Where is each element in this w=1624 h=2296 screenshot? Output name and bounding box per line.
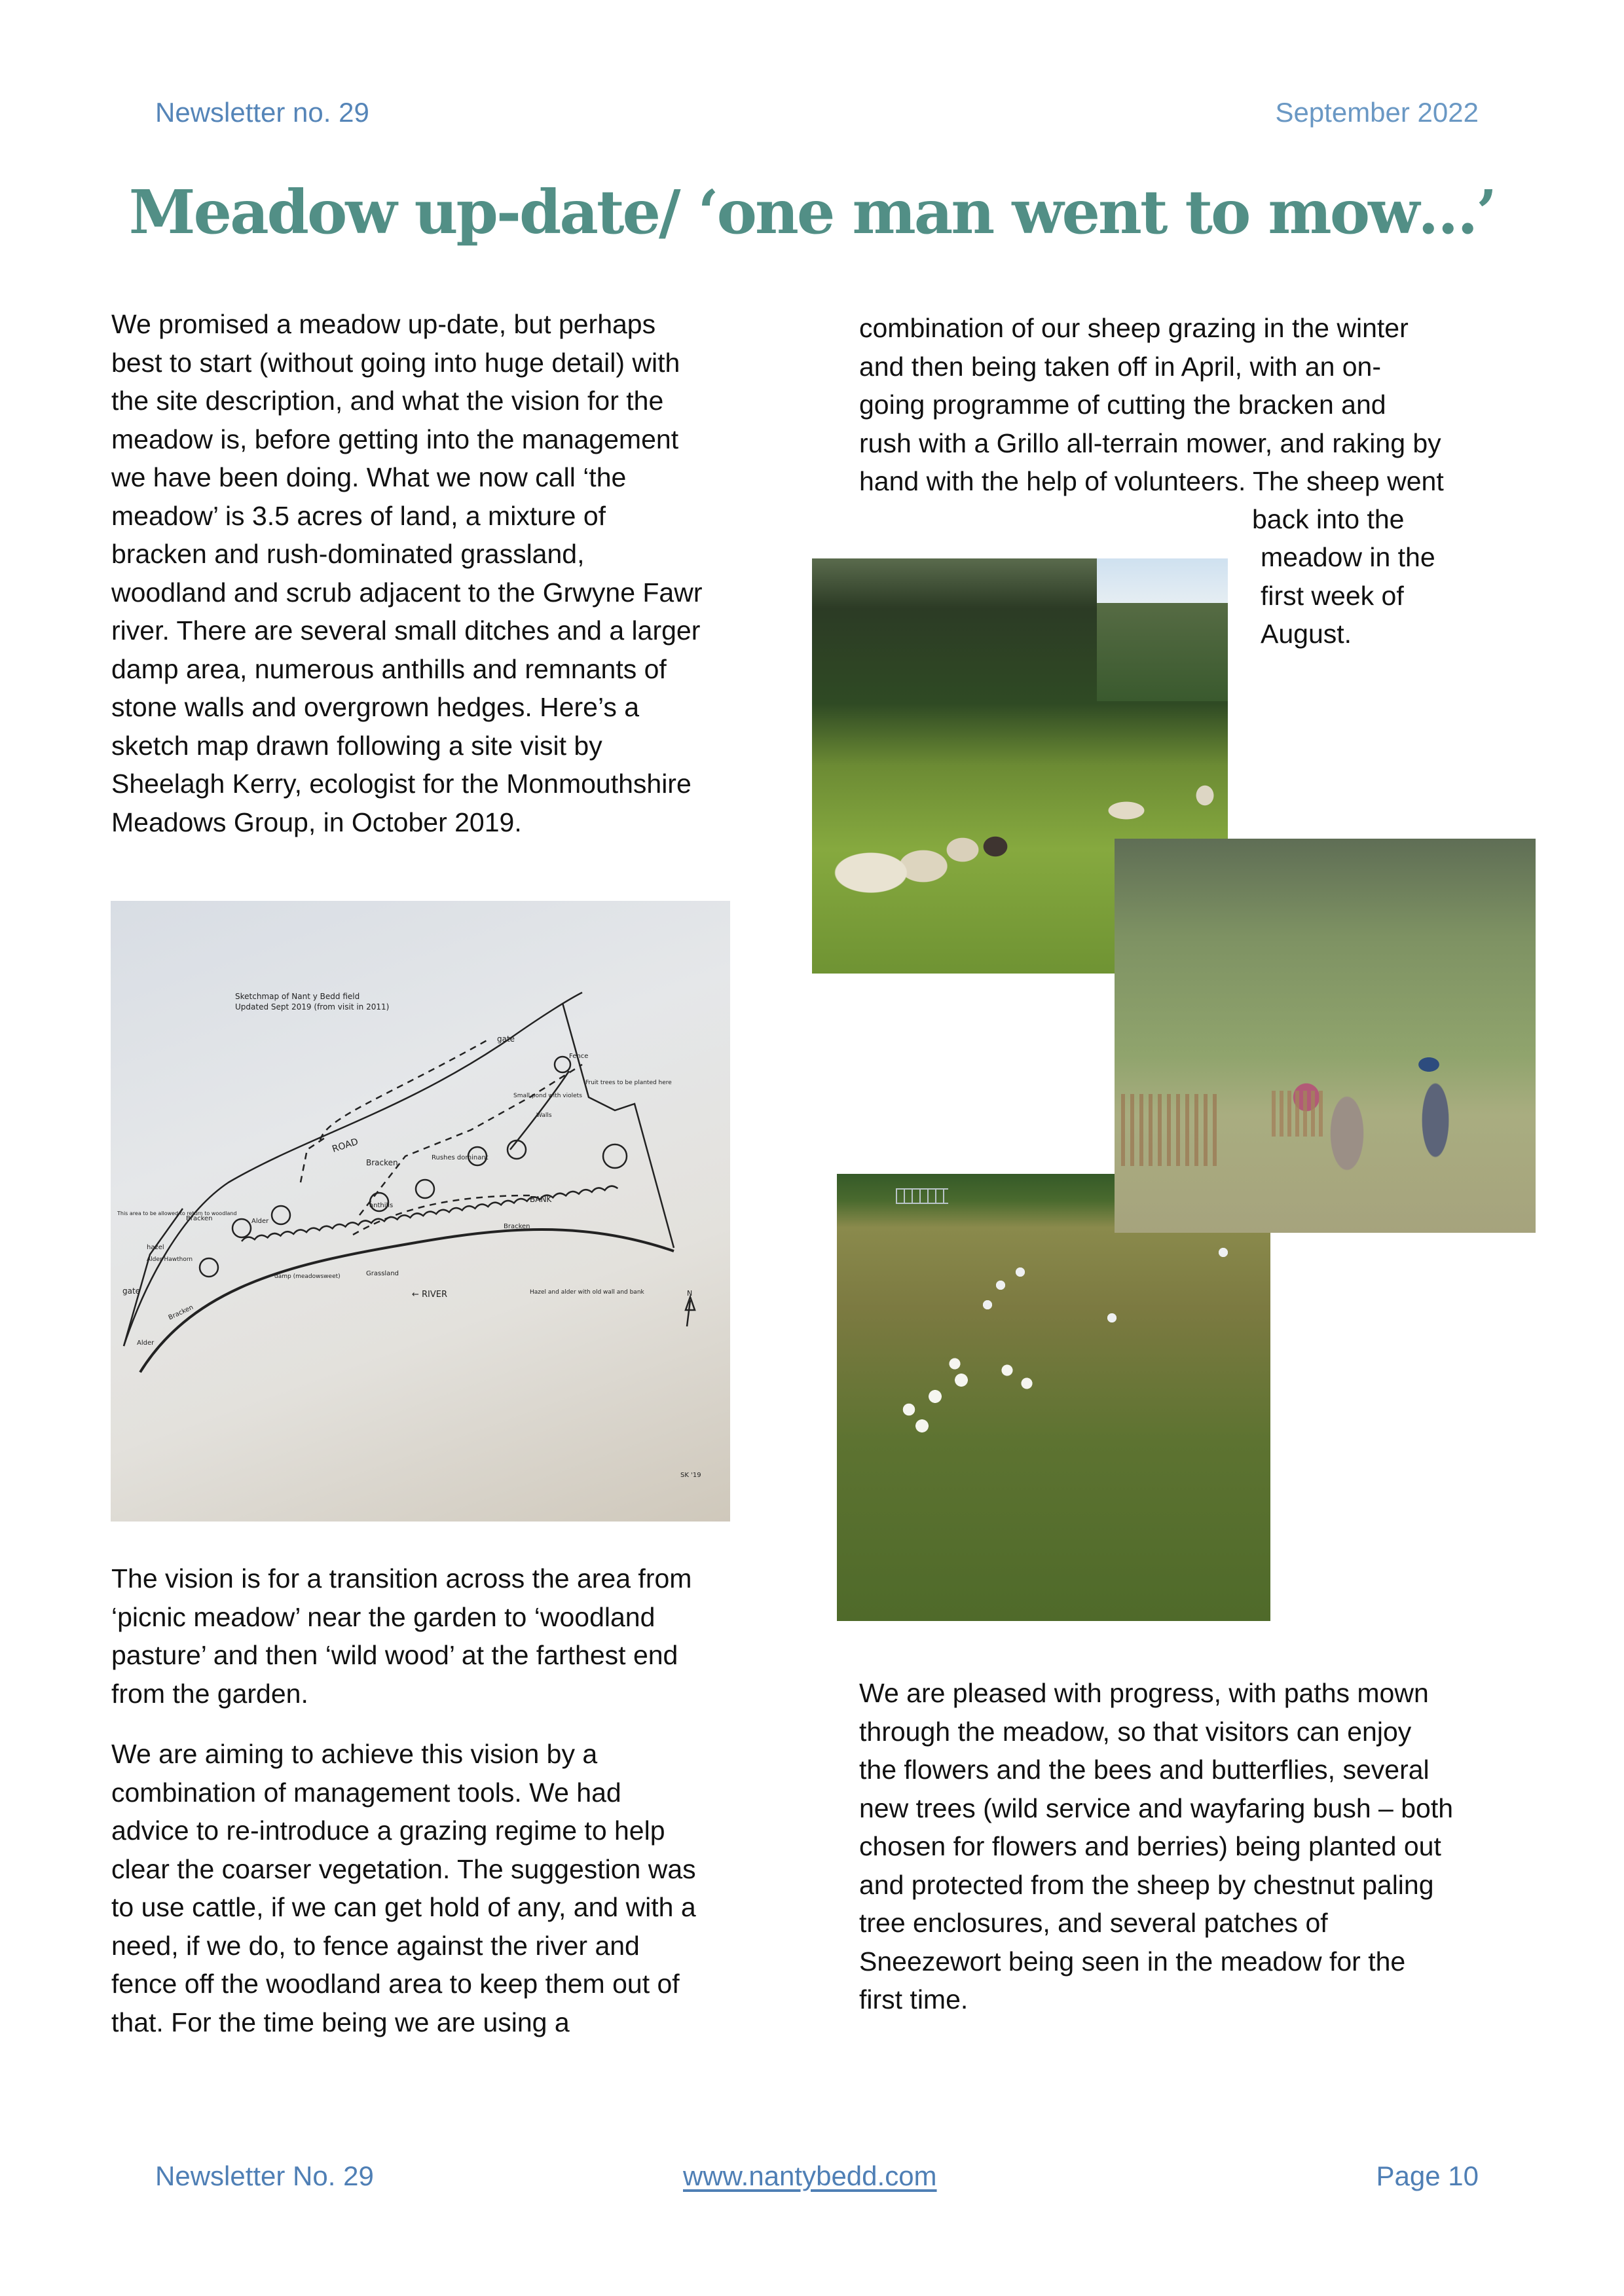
map-label-alder-hawthorn: Alder Hawthorn [147,1256,193,1263]
photo-chestnut-paling [1272,1091,1324,1137]
tree-symbol [603,1144,627,1168]
map-label-bracken-top: Bracken [366,1158,398,1167]
sketch-map-image [111,901,730,1522]
article-paragraph-vision [111,1559,740,1713]
map-label-grassland: Grassland [366,1270,399,1277]
map-title-line2: Updated Sept 2019 (from visit in 2011) [235,1002,390,1011]
photo-field-gate [896,1188,948,1204]
paragraph-text: combination of our sheep grazing in the winter and then being taken off in April, with an on- going programme of cutting the bracken and rush with a Grillo all-terrain mower, and raking by hand with the help of volunteers. The sheep went [859,313,1444,496]
sketch-map-drawing [111,901,730,1522]
map-label-damp: damp (meadowsweet) [274,1273,341,1280]
header-newsletter-number: Newsletter no. 29 [155,97,369,128]
map-signature: SK '19 [680,1472,701,1479]
tree-symbol [200,1258,218,1277]
map-label-rushes: Rushes dominant [432,1154,489,1161]
paragraph-text: We are aiming to achieve this vision by a combination of management tools. We had advice to re-introduce a grazing regime to help clear the coarser vegetation. The suggestion was to use cattle, if we can get hold of any, and with a need, if we do, to fence against the river and fence off the woodland area to keep them out of that. For the time being we are using a [111,1739,696,2037]
photo-hillside [1097,603,1228,701]
map-label-pond: Small pond with violets [513,1093,582,1099]
map-label-north: N [687,1289,693,1298]
article-paragraph-management [111,1735,740,2041]
map-label-hedge-note: Hazel and alder with old wall and bank [530,1289,644,1296]
paragraph-text: back into the [1252,504,1405,534]
paragraph-text: We promised a meadow up-date, but perhaps best to start (without going into huge detail) with the site description, and what the vision for the meadow is, before getting into the management we have been doing. What we now call ‘the meadow’ is 3.5 acres of land, a mixture of bracken and rush-dominated grassland, woodland and scrub adjacent to the Grwyne Fawr river. There are several small ditches and a larger damp area, numerous anthills and remnants of stone walls and overgrown hedges. Here’s a sketch map drawn following a site visit by Sheelagh Kerry, ecologist for the Monmouthshire Meadows Group, in October 2019. [111,309,703,837]
map-label-alder-low: Alder [137,1339,155,1347]
tree-symbol [555,1057,570,1072]
photo-chestnut-paling [1121,1094,1219,1166]
map-label-gate-left: gate [122,1286,141,1296]
photo-volunteers-working [1115,839,1536,1233]
header-date: September 2022 [1275,97,1479,128]
article-title: Meadow up-date/ ‘one man went to mow…’ [128,177,1496,247]
map-label-bank: BANK [530,1195,552,1204]
map-title-line1: Sketchmap of Nant y Bedd field [235,992,360,1001]
road-line [124,993,582,1346]
map-label-river: ← RIVER [412,1290,448,1300]
article-paragraph-progress [859,1674,1521,2019]
footer-website-link[interactable]: www.nantybedd.com [683,2160,937,2191]
map-label-hazel: hazel [147,1244,164,1251]
map-label-bracken-low: Bracken [167,1303,195,1322]
river-line [140,1230,674,1372]
footer-page-number: Page 10 [1376,2160,1479,2191]
tree-symbol [232,1219,251,1237]
map-label-road: ROAD [331,1136,360,1155]
article-paragraph-grazing-cont [1252,500,1501,539]
map-label-bracken-right: Bracken [504,1223,530,1230]
map-label-gate-top: gate [497,1034,515,1044]
map-label-fence: Fence [569,1053,589,1060]
map-label-walls: Walls [536,1112,552,1119]
map-label-alder-mid: Alder [251,1218,269,1225]
zone-boundary [320,1038,490,1140]
article-paragraph-intro [111,305,740,841]
paragraph-text: We are pleased with progress, with paths mown through the meadow, so that visitors can enjoy the flowers and the bees and butterflies, several new trees (wild service and wayfaring bush – both chosen for flowers and berries) being planted out and protected from the sheep by chestnut paling tree enclosures, and several patches of Sneezewort being seen in the meadow for the first time. [859,1678,1454,2014]
zone-boundary [360,1065,582,1215]
map-label-woodland-note: This area to be allowed to return to woodland [117,1211,237,1216]
fence-line [563,1003,674,1248]
photo-sky [1097,558,1228,604]
photo-sneezewort-flowers [837,1174,1270,1621]
article-paragraph-grazing-cont2 [1261,538,1509,653]
zone-boundary [301,1137,327,1182]
tree-symbol [272,1206,290,1224]
map-label-anthills: anthills [369,1202,394,1209]
tree-symbol [416,1180,434,1198]
map-label-bracken-left: Bracken [186,1215,213,1222]
paragraph-text: The vision is for a transition across the area from ‘picnic meadow’ near the garden to ‘woodland pasture’ and then ‘wild wood’ at the farthest end from the garden. [111,1563,692,1709]
paragraph-text: meadow in the first week of August. [1261,542,1435,649]
footer-newsletter-number: Newsletter No. 29 [155,2160,374,2191]
article-paragraph-grazing [859,309,1521,501]
north-arrow-icon [686,1297,695,1326]
map-label-fruit-trees: Fruit trees to be planted here [585,1080,672,1086]
hedge-line [241,1185,618,1241]
wall-line [510,1071,569,1150]
